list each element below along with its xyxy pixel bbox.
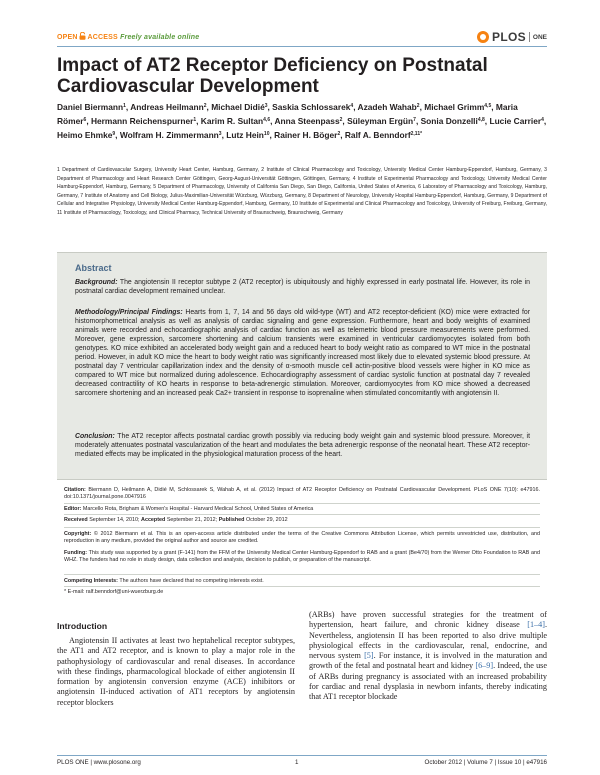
author (347, 116, 416, 126)
abstract-background (75, 278, 530, 296)
citation-link[interactable]: [6–9] (475, 661, 494, 671)
affiliations: 1 Department of Cardiovascular Surgery, University Heart Center, Hamburg, Germany, 2 Institute of Clinical Pharmacology and Toxicology, University Medical Center Hamburg-Eppendorf, Hamburg, Germany, 3 Department of Pharmacology and Heart Research Center Göttingen, Georg-August-Universität Göttingen, Göttingen, Germany, 4 Institute of Experimental Pharmacology and Toxicology, University Medical Center Hamburg-Eppendorf, Hamburg, Germany, 5 Department of Pharmacology, University of California San Diego, San Diego, California, United States of America, 6 Laboratory of Pharmacology and Toxicology, Hamburg, Germany, 7 Institute of Anatomy and Cell Biology, Julius-Maximilian-Universität Würzburg, Würzburg, Germany, 8 Department of Neurology, University Hospital Hamburg-Eppendorf, Hamburg, Germany, 9 Department of Cellular and Integrative Physiology, University Medical Center Hamburg-Eppendorf, Hamburg, Germany, 10 Institute of Experimental and Clinical Pharmacology and Toxicology, University of Freiburg, Freiburg, Germany, 11 Institute of Pharmacology, Toxicology, and Clinical Pharmacy, Technical University of Braunschweig, Braunschweig, Germany (57, 167, 547, 216)
copyright-text: © 2012 Biermann et al. This is an open-access article distributed under the terms of the Creative Commons Attribution License, which permits unrestricted use, distribution, and reproduction in any medium, provided the original author and source are credited. (64, 531, 541, 545)
author-affiliation-number: 2 (337, 131, 341, 137)
open-access-lock-icon (79, 32, 86, 40)
competing-label: Competing Interests: (64, 578, 118, 584)
author (201, 116, 270, 126)
author (272, 102, 353, 112)
author-name: Sonia Donzelli (420, 116, 478, 126)
conclusion-text: The AT2 receptor affects postnatal cardiac growth possibly via reducing body weight gain and systemic blood pressure. Moreover, it moderately attenuates postnatal vascularization of the heart and modulates the beta adrenergic response of the neonatal heart. These AT2 receptor-mediated effects may be implicated in the physiological maturation process of the heart. (75, 433, 530, 458)
author-affiliation-number: 2 (339, 117, 343, 123)
author-affiliation-number: 4,6 (263, 117, 271, 123)
citation-text: Biermann D, Heilmann A, Didié M, Schlossarek S, Wahab A, et al. (2012) Impact of AT2 Receptor Deficiency on Postnatal Cardiovascular Development. PLoS ONE 7(10): e47916. doi:10.1371/journal.pone.0047916 (64, 487, 540, 501)
author-name: Lucie Carrier (489, 116, 542, 126)
author-name: Rainer H. Böger (274, 130, 338, 140)
corresponding-email: * E-mail: ralf.benndorf@uni-wuerzburg.de (64, 589, 164, 595)
author-affiliation-number: 4,8 (477, 117, 485, 123)
author (130, 102, 206, 112)
citation-link[interactable]: [5] (364, 651, 374, 661)
author (211, 102, 267, 112)
author (57, 130, 115, 140)
article-title: Impact of AT2 Receptor Deficiency on Postnatal Cardiovascular Development (57, 55, 488, 97)
freely-available-label: Freely available online (120, 34, 200, 41)
citation-label: Citation: (64, 487, 86, 493)
author (274, 116, 342, 126)
funding-text: This study was supported by a grant (F-141) from the FFM of the University Medical Center Hamburg-Eppendorf to RAB and a grant (Be4/70) from the Werner Otto Foundation to RAB and WHZ. The funders had no role in study design, data collection and analysis, decision to publish, or preparation of the manuscript. (64, 550, 541, 564)
received-date: September 14, 2010; (89, 517, 140, 523)
author (274, 130, 340, 140)
footer-rule (57, 755, 547, 756)
methods-text: Hearts from 1, 7, 14 and 56 days old wild-type (WT) and AT2 receptor-deficient (KO) mice were extracted for histomorphometrical analysis as well as analysis of cardiac signaling and gene expression. Furthermore, heart and body weights of examined animals were recorded and echocardiographic analysis of cardiac function as well as telemetric blood pressure measurements were performed. Moreover, gene expression, sarcomere shortening and calcium transients were examined in ventricular cardiomyocytes isolated from both genotypes. KO mice exhibited an accelerated body weight gain and a reduced heart to body weight ratio as compared to WT mice in the postnatal period. However, in adult KO mice the heart to body weight ratio was significantly increased most likely due to elevated systemic blood pressure. At postnatal day 7 ventricular capillarization index and the density of α-smooth muscle cell actin-positive blood vessels were higher in KO mice as compared to WT mice but normalized during adolescence. Echocardiography assessment of cardiac systolic function at postnatal day 7 revealed decreased contractility of KO hearts in response to beta-adrenergic stimulation. Moreover, cardiomyocytes from KO mice showed a decreased sarcomere shortening and an increased peak Ca2+ transient in response to isoprenaline when stimulated concomitantly with angiotensin II. (75, 309, 530, 397)
author-name: Maria Römer (57, 102, 518, 126)
intro-text: (ARBs) have proven successful strategies for the treatment of hypertension, heart failure, and chronic kidney disease (309, 610, 547, 630)
author (489, 116, 543, 126)
received-label: Received (64, 517, 88, 523)
author-affiliation-number: 3 (264, 103, 268, 109)
competing-text: The authors have declared that no competing interests exist. (119, 578, 264, 584)
author (226, 130, 269, 140)
citation (64, 487, 540, 502)
author (57, 102, 126, 112)
open-word: OPEN (57, 34, 78, 41)
abstract-methods (75, 308, 530, 398)
meta-divider (64, 586, 540, 587)
logo-plos-text: PLOS (492, 30, 526, 44)
author-name: Michael Didié (211, 102, 265, 112)
author-list: Daniel Biermann$^1$, Andreas Heilmann$^2$, Michael Didié$^3$, Saskia Schlossarek$^4$, Azadeh Wahab$^2$, Michael Grimm$^{4,5}$, Maria Römer$^6$, Hermann Reichenspurner$^1$, Karim R. Sultan$^{4,6}$, Anna Steenpass$^2$, Süleyman Ergün$^7$, Sonia Donzelli$^{4,8}$, Lucie Carrier$^4$, Heimo Ehmke$^9$, Wolfram H. Zimmermann$^3$, Lutz Hein$^{10}$, Rainer H. Böger$^2$, Ralf A. Benndorf$^{2,11*}$ (57, 102, 547, 140)
author (91, 116, 196, 126)
meta-divider (64, 574, 540, 575)
background-text: The angiotensin II receptor subtype 2 (AT2 receptor) is ubiquitously and highly expressed in early postnatal life. However, its role in postnatal cardiac development remained unclear. (75, 279, 530, 295)
competing-interests (64, 578, 540, 585)
author-affiliation-number: 2 (416, 103, 420, 109)
published-date: October 29, 2012 (245, 517, 288, 523)
author-name: Daniel Biermann (57, 102, 124, 112)
funding (64, 550, 540, 565)
author-name: Michael Grimm (424, 102, 485, 112)
accepted-label: Accepted (141, 517, 166, 523)
dates (64, 517, 540, 524)
conclusion-label: Conclusion: (75, 433, 115, 440)
citation-link[interactable]: [1–4] (527, 620, 545, 630)
intro-left-column: Angiotensin II activates at least two heptahelical receptor subtypes, the AT1 and AT2 receptor, and is known to play a major role in the pathophysiology of cardiovascular and renal diseases. In accordance with these findings, pharmacological blockade of either angiotensin II formation by angiotensin conversion enzyme (ACE) inhibitors or angiotensin II-induced activation of AT1 receptors by angiotensin receptor blockers (57, 636, 295, 707)
header-rule (57, 46, 547, 47)
author-affiliation-number: 1 (123, 103, 126, 109)
author-name: Lutz Hein (226, 130, 264, 140)
access-word: ACCESS (87, 34, 118, 41)
author-name: Anna Steenpass (274, 116, 340, 126)
journal-header (57, 30, 547, 44)
author-name: Saskia Schlossarek (272, 102, 351, 112)
author-affiliation-number: 4,5 (484, 103, 492, 109)
intro-text: . Indeed, the use of ARBs during pregnancy is associated with an increased probability for cardiac and renal dysplasia in newborn infants, thereby indicating that AT1 receptor blockade (309, 661, 548, 702)
meta-divider (64, 514, 540, 515)
copyright-label: Copyright: (64, 531, 92, 537)
plos-one-logo (477, 30, 547, 44)
abstract-conclusion (75, 432, 530, 459)
author-affiliation-number: 2,11* (410, 131, 423, 137)
background-label: Background: (75, 279, 118, 286)
author-name: Hermann Reichenspurner (90, 116, 194, 126)
meta-divider (64, 527, 540, 528)
abstract-heading: Abstract (75, 263, 112, 273)
intro-text: . Nevertheless, angiotensin II has been reported to also drive multiple physiological effects in the cardiovascular, renal, endocrine, and nervous system (309, 620, 547, 661)
author (120, 130, 222, 140)
author-affiliation-number: 9 (112, 131, 116, 137)
author-affiliation-number: 10 (263, 131, 270, 137)
copyright (64, 531, 540, 546)
editor-label: Editor: (64, 506, 82, 512)
author (424, 102, 491, 112)
author-affiliation-number: 6 (83, 117, 87, 123)
footer-journal: PLOS ONE | www.plosone.org (57, 759, 141, 766)
editor (64, 506, 540, 513)
editor-text: Marcello Rota, Brigham & Women's Hospital - Harvard Medical School, United States of America (82, 506, 314, 512)
plos-logo-icon (477, 31, 489, 43)
funding-label: Funding: (64, 550, 88, 556)
author-name: Andreas Heilmann (130, 102, 204, 112)
logo-one-text: ONE (532, 33, 547, 41)
author-name: Heimo Ehmke (57, 130, 113, 140)
methods-label: Methodology/Principal Findings: (75, 309, 183, 316)
intro-right-column (309, 610, 547, 703)
open-access-banner (57, 32, 199, 41)
author-name: Ralf A. Benndorf (344, 130, 411, 140)
author-affiliation-number: 4 (350, 103, 354, 109)
meta-divider (64, 503, 540, 504)
author (345, 130, 422, 140)
author-name: Wolfram H. Zimmermann (119, 130, 219, 140)
published-label: Published (218, 517, 245, 523)
author-affiliation-number: 4 (541, 117, 544, 123)
page-number: 1 (295, 759, 299, 766)
intro-text: . For instance, it is involved in the maturation and growth of the fetal and postnatal heart and kidney (309, 651, 548, 671)
author-affiliation-number: 7 (413, 117, 416, 123)
author-name: Karim R. Sultan (200, 116, 264, 126)
author-name: Süleyman Ergün (347, 116, 414, 126)
author (358, 102, 420, 112)
author-affiliation-number: 1 (193, 117, 197, 123)
author-affiliation-number: 2 (203, 103, 207, 109)
author-affiliation-number: 3 (218, 131, 222, 137)
logo-divider (529, 32, 530, 42)
accepted-date: September 21, 2012; (166, 517, 218, 523)
footer-issue: October 2012 | Volume 7 | Issue 10 | e47916 (424, 759, 547, 766)
author-name: Azadeh Wahab (357, 102, 417, 112)
author (421, 116, 485, 126)
introduction-heading: Introduction (57, 621, 108, 631)
